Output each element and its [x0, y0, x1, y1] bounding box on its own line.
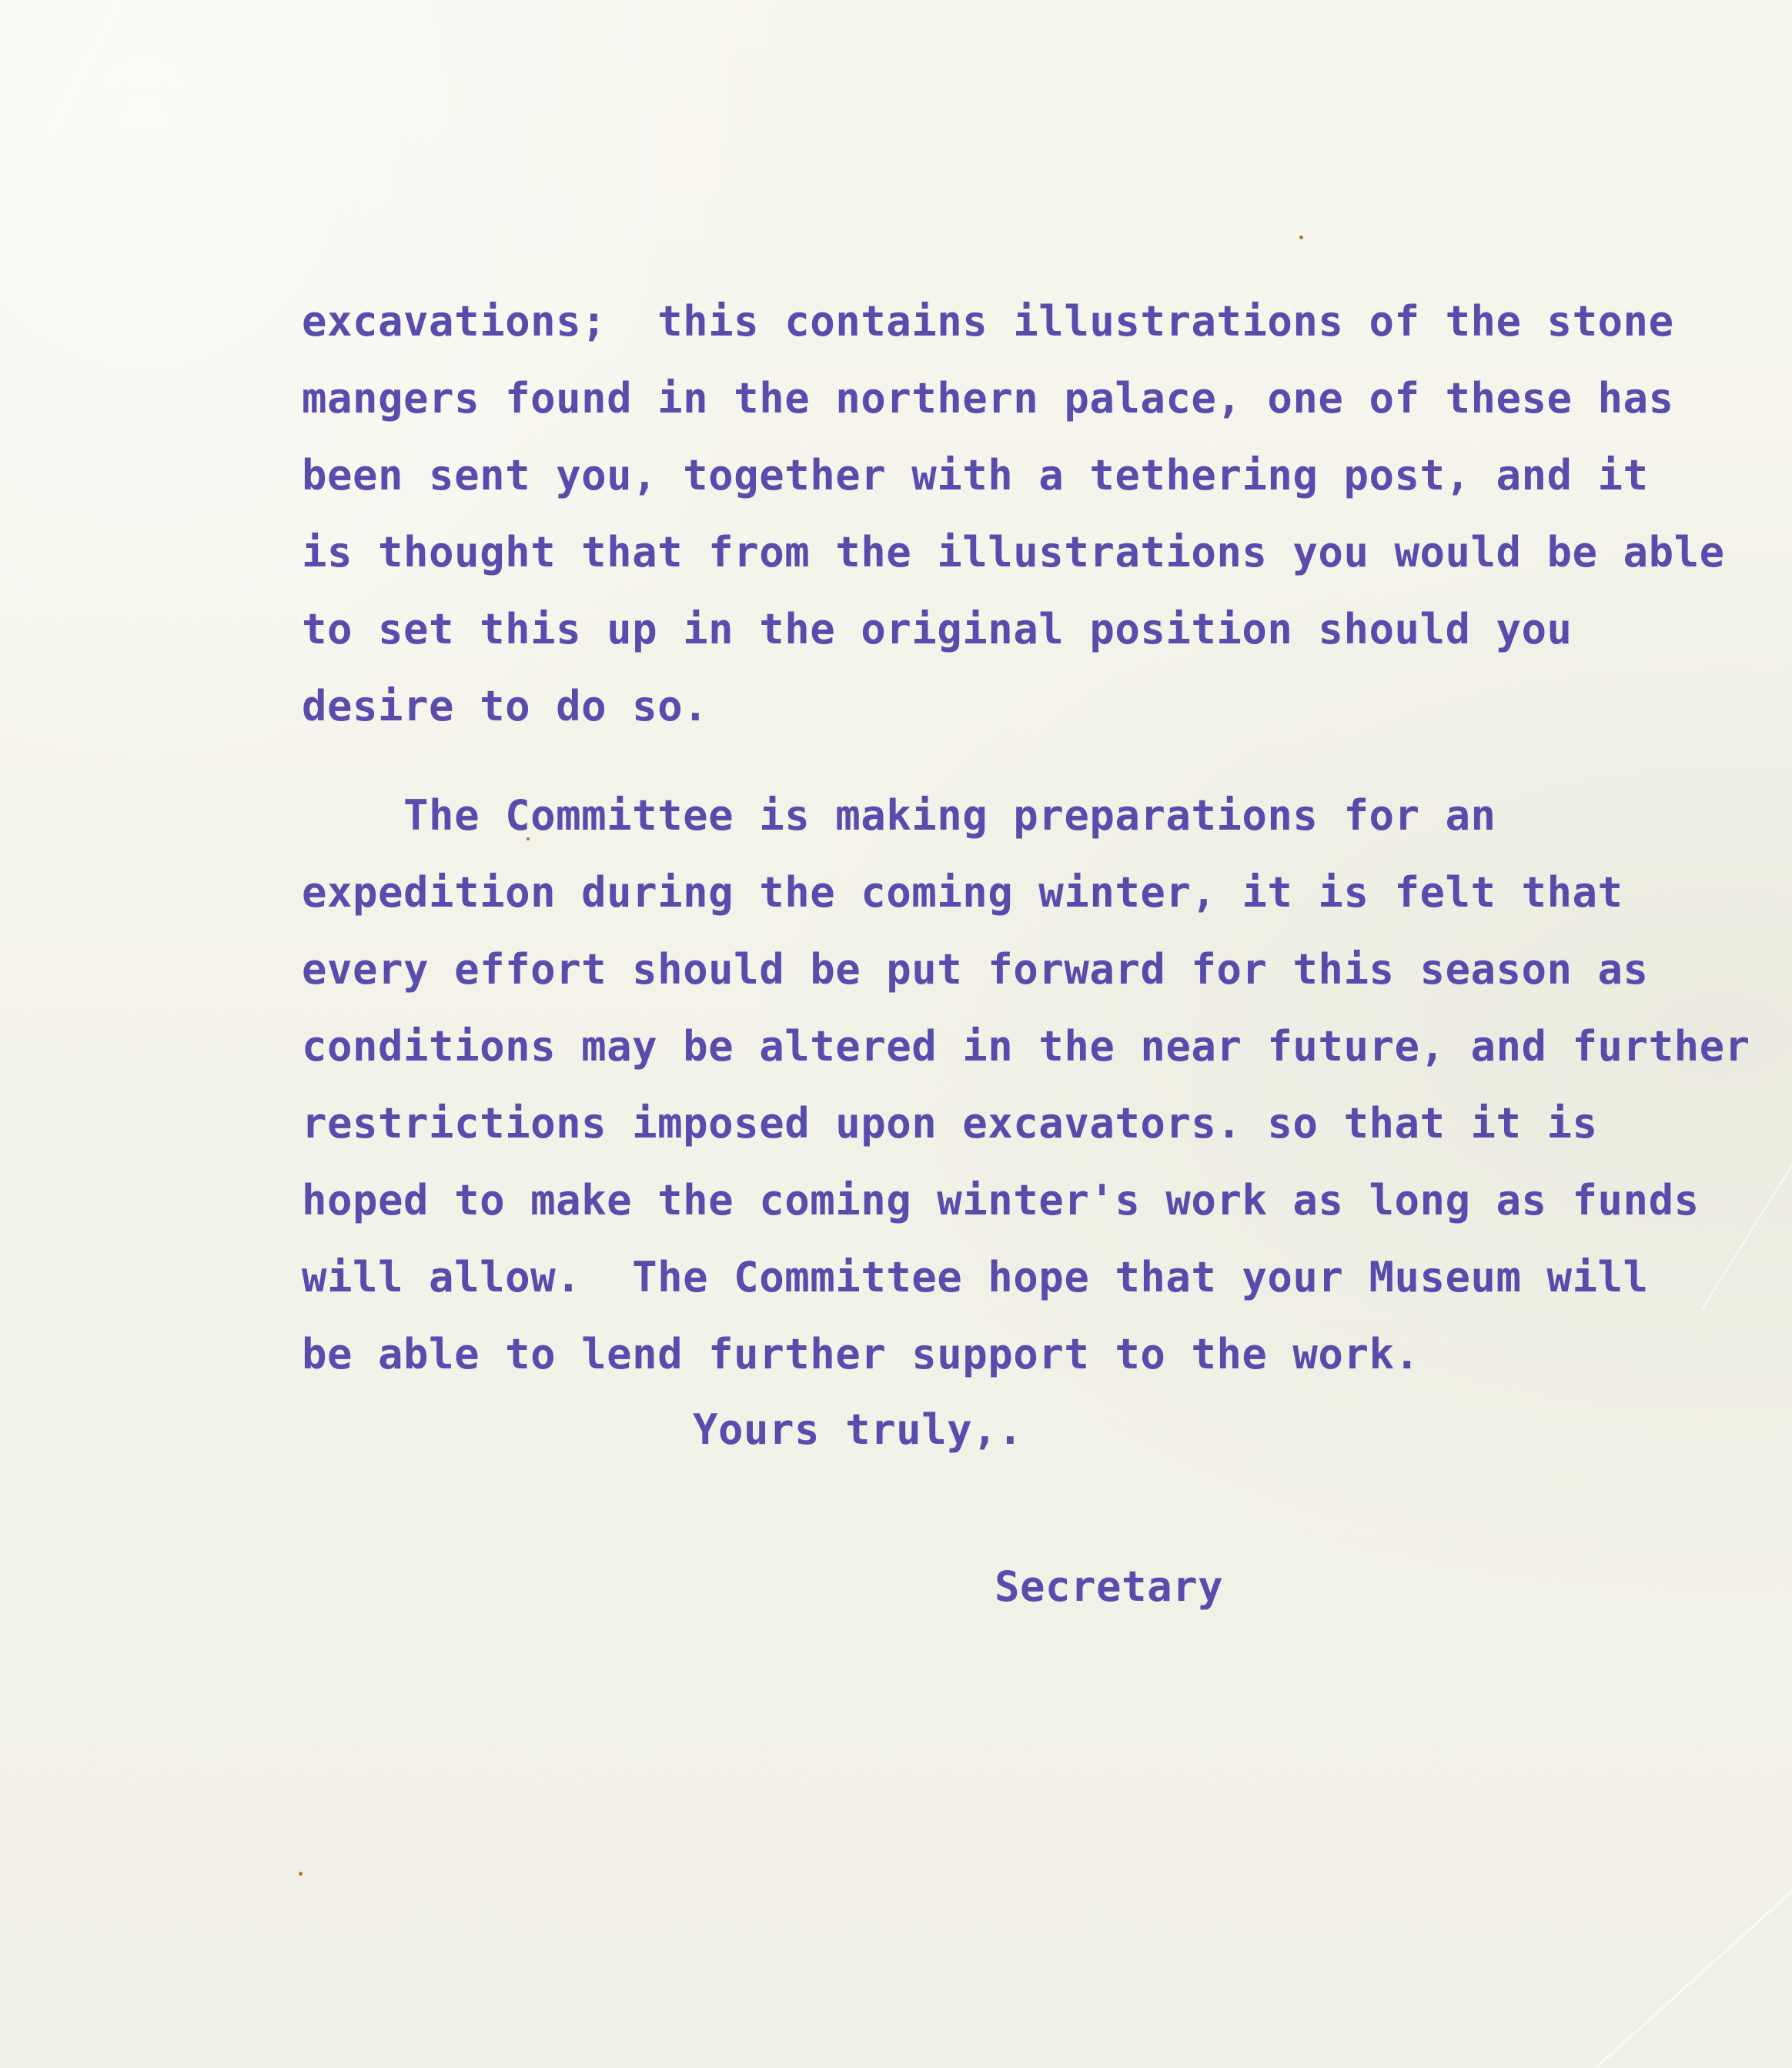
letter-line: expedition during the coming winter, it is felt that: [302, 868, 1623, 917]
letter-line: desire to do so.: [302, 682, 709, 730]
paper-crease: [1593, 1800, 1792, 2068]
letter-line: is thought that from the illustrations you would be able: [302, 528, 1725, 576]
letter-line: mangers found in the northern palace, one of these has: [302, 374, 1674, 423]
paper-speck: [299, 1872, 303, 1876]
letter-line: to set this up in the original position should you: [302, 605, 1573, 653]
paper-crease: [46, 2, 121, 139]
letter-line: every effort should be put forward for this season as: [302, 945, 1649, 994]
closing-salutation: Yours truly,.: [693, 1405, 1024, 1454]
letter-line: been sent you, together with a tethering post, and it: [302, 451, 1649, 499]
letter-line: be able to lend further support to the work.: [302, 1330, 1420, 1378]
paper-crease: [1701, 1113, 1792, 1310]
letter-line: hoped to make the coming winter's work as long as funds: [302, 1176, 1700, 1224]
letter-line: will allow. The Committee hope that your Museum will: [302, 1253, 1649, 1301]
letter-line: The Committee is making preparations for an: [302, 791, 1496, 840]
paper-speck: [1299, 236, 1303, 239]
letter-line: restrictions imposed upon excavators. so that it is: [302, 1099, 1598, 1148]
signature-title: Secretary: [995, 1562, 1224, 1611]
letter-line: excavations; this contains illustrations of the stone: [302, 297, 1674, 346]
letter-line: conditions may be altered in the near future, and further: [302, 1022, 1750, 1071]
